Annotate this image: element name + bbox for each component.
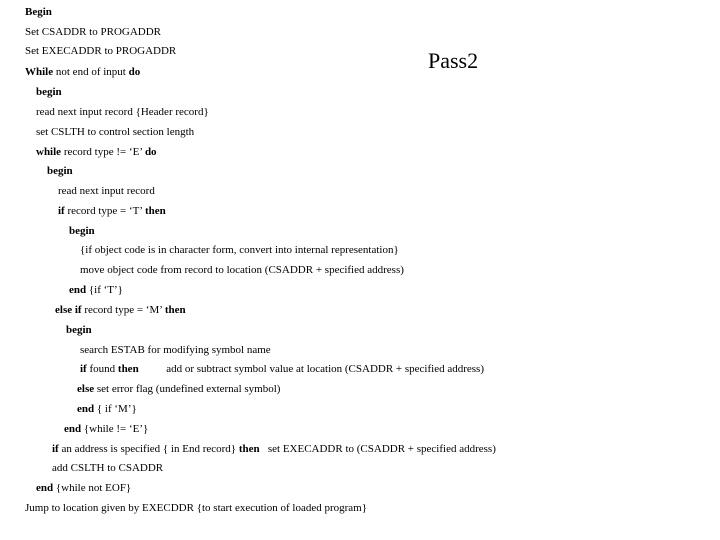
keyword: end (69, 284, 87, 296)
code-line-26: Jump to location given by EXECDDR {to start execution of loaded program} (25, 502, 368, 514)
code-line-2: Set CSADDR to PROGADDR (25, 26, 161, 38)
code-line-15 (69, 283, 123, 297)
code-line-19 (80, 362, 484, 376)
code-text: record type = ‘M’ (81, 304, 165, 316)
code-text: an address is specified { in End record} (58, 443, 239, 455)
keyword: if (52, 443, 59, 455)
code-text: not end of input (53, 66, 129, 78)
code-text: record type = ‘T’ (64, 205, 145, 217)
code-line-14: move object code from record to location (CSADDR + specified address) (80, 264, 404, 276)
code-text: found (86, 363, 118, 375)
keyword: then (117, 363, 139, 375)
code-line-12 (69, 224, 95, 238)
code-line-20 (77, 382, 280, 396)
code-line-9 (47, 164, 73, 178)
keyword: end (36, 482, 54, 494)
code-line-6: read next input record {Header record} (36, 106, 209, 118)
keyword: else if (55, 304, 82, 316)
code-text: record type != ‘E’ (61, 146, 145, 158)
code-line-23 (52, 442, 496, 456)
keyword: if (58, 205, 65, 217)
code-line-25 (36, 481, 131, 495)
keyword: then (164, 304, 186, 316)
keyword: end (64, 423, 82, 435)
keyword: then (238, 443, 260, 455)
code-line-17 (66, 323, 92, 337)
code-line-16 (55, 303, 186, 317)
code-line-22 (64, 422, 148, 436)
keyword: if (80, 363, 87, 375)
keyword: While (25, 66, 54, 78)
keyword: begin (36, 86, 62, 98)
code-text: set error flag (undefined external symbol) (94, 383, 281, 395)
code-text: set EXECADDR to (CSADDR + specified address) (259, 443, 496, 455)
code-line-24: add CSLTH to CSADDR (52, 462, 164, 474)
code-line-13: {if object code is in character form, convert into internal representation} (80, 244, 399, 256)
keyword: begin (47, 165, 73, 177)
code-line-10: read next input record (58, 185, 155, 197)
code-line-3: Set EXECADDR to PROGADDR (25, 45, 177, 57)
code-line-5 (36, 85, 62, 99)
code-text: add or subtract symbol value at location (CSADDR + specified address) (138, 363, 484, 375)
keyword: do (144, 146, 157, 158)
code-text: { if ‘M’} (94, 403, 137, 415)
code-text: {while not EOF} (53, 482, 132, 494)
code-text: {if ‘T’} (86, 284, 123, 296)
keyword: begin (66, 324, 92, 336)
code-line-1 (25, 5, 52, 19)
code-line-7: set CSLTH to control section length (36, 126, 195, 138)
slide-title: Pass2 (428, 48, 479, 73)
keyword: while (36, 146, 62, 158)
code-line-18: search ESTAB for modifying symbol name (80, 344, 271, 356)
keyword: else (77, 383, 95, 395)
keyword: Begin (25, 6, 52, 18)
keyword: end (77, 403, 95, 415)
keyword: begin (69, 225, 95, 237)
keyword: do (128, 66, 141, 78)
code-line-21 (77, 402, 137, 416)
keyword: then (144, 205, 166, 217)
code-line-11 (58, 204, 166, 218)
code-line-4 (25, 65, 140, 79)
code-text: {while != ‘E’} (81, 423, 149, 435)
code-line-8 (36, 145, 157, 159)
